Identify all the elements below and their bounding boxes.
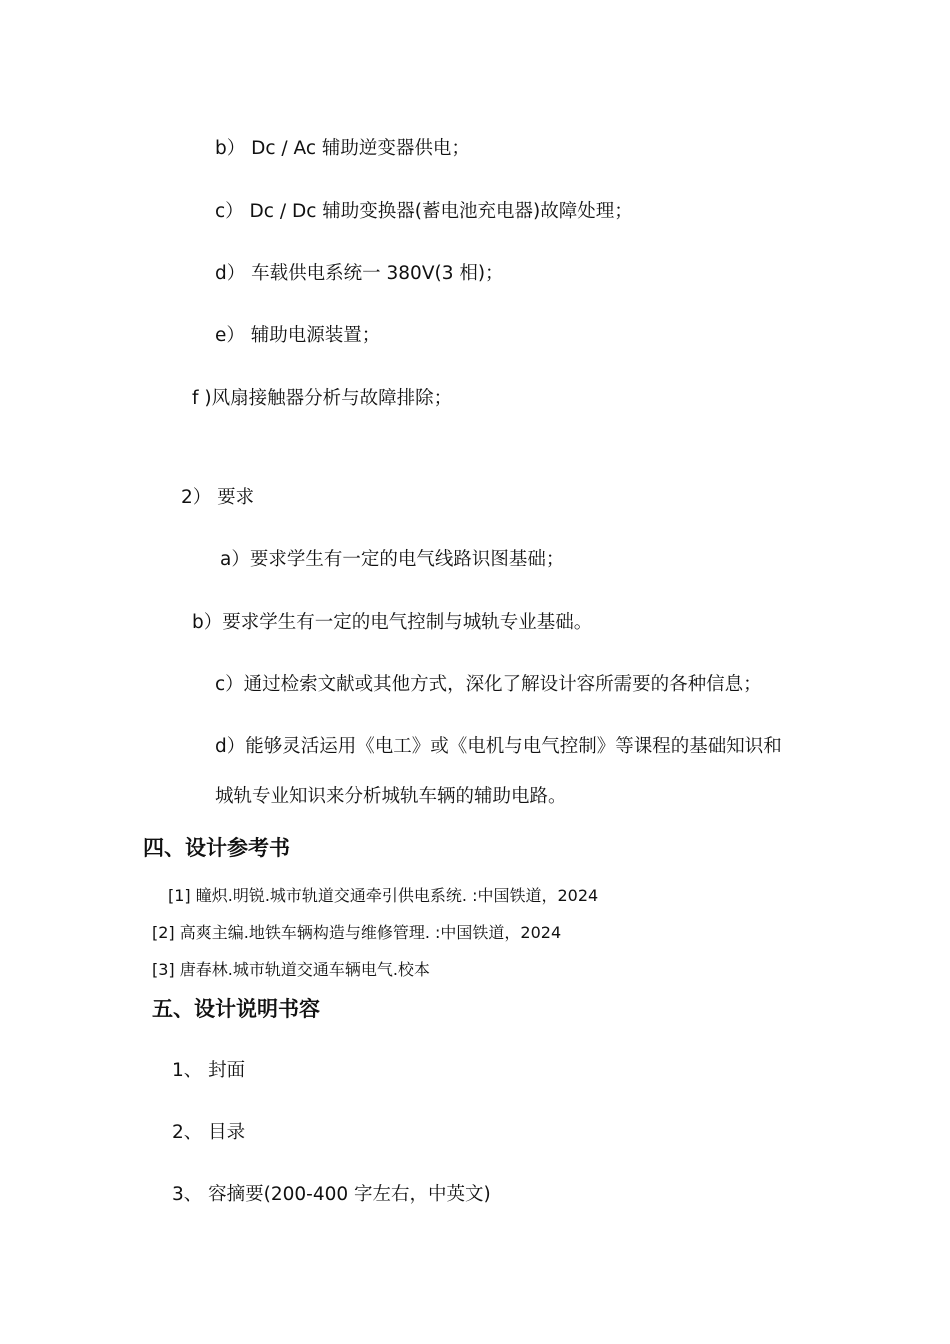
requirement-d-line1: d）能够灵活运用《电工》或《电机与电气控制》等课程的基础知识和: [215, 736, 782, 757]
reference-item: [1] 瞳炽.明锐.城市轨道交通牵引供电系统. :中国铁道，2024: [168, 886, 599, 905]
contents-item: 3、 容摘要(200-400 字左右，中英文): [172, 1184, 491, 1205]
requirement-d-line2: 城轨专业知识来分析城轨车辆的辅助电路。: [215, 786, 567, 807]
list-item-b: b） Dc / Ac 辅助逆变器供电；: [215, 138, 470, 159]
requirement-a: a）要求学生有一定的电气线路识图基础；: [220, 549, 565, 570]
list-item-c: c） Dc / Dc 辅助变换器(蓄电池充电器)故障处理；: [215, 201, 633, 222]
list-item-f: f )风扇接触器分析与故障排除；: [192, 388, 453, 409]
section4-heading: 四、设计参考书: [143, 836, 290, 860]
reference-item: [3] 唐春林.城市轨道交通车辆电气.校本: [152, 960, 430, 979]
requirement-b: b）要求学生有一定的电气控制与城轨专业基础。: [192, 612, 593, 633]
list-item-e: e） 辅助电源装置；: [215, 325, 381, 346]
reference-item: [2] 高爽主编.地铁车辆构造与维修管理. :中国铁道，2024: [152, 923, 562, 942]
section5-heading: 五、设计说明书容: [152, 997, 320, 1021]
contents-item: 2、 目录: [172, 1122, 246, 1143]
contents-item: 1、 封面: [172, 1060, 246, 1081]
requirements-title: 2） 要求: [181, 487, 255, 508]
list-item-d: d） 车载供电系统一 380V(3 相)；: [215, 263, 504, 284]
requirement-c: c）通过检索文献或其他方式，深化了解设计容所需要的各种信息；: [215, 674, 762, 695]
